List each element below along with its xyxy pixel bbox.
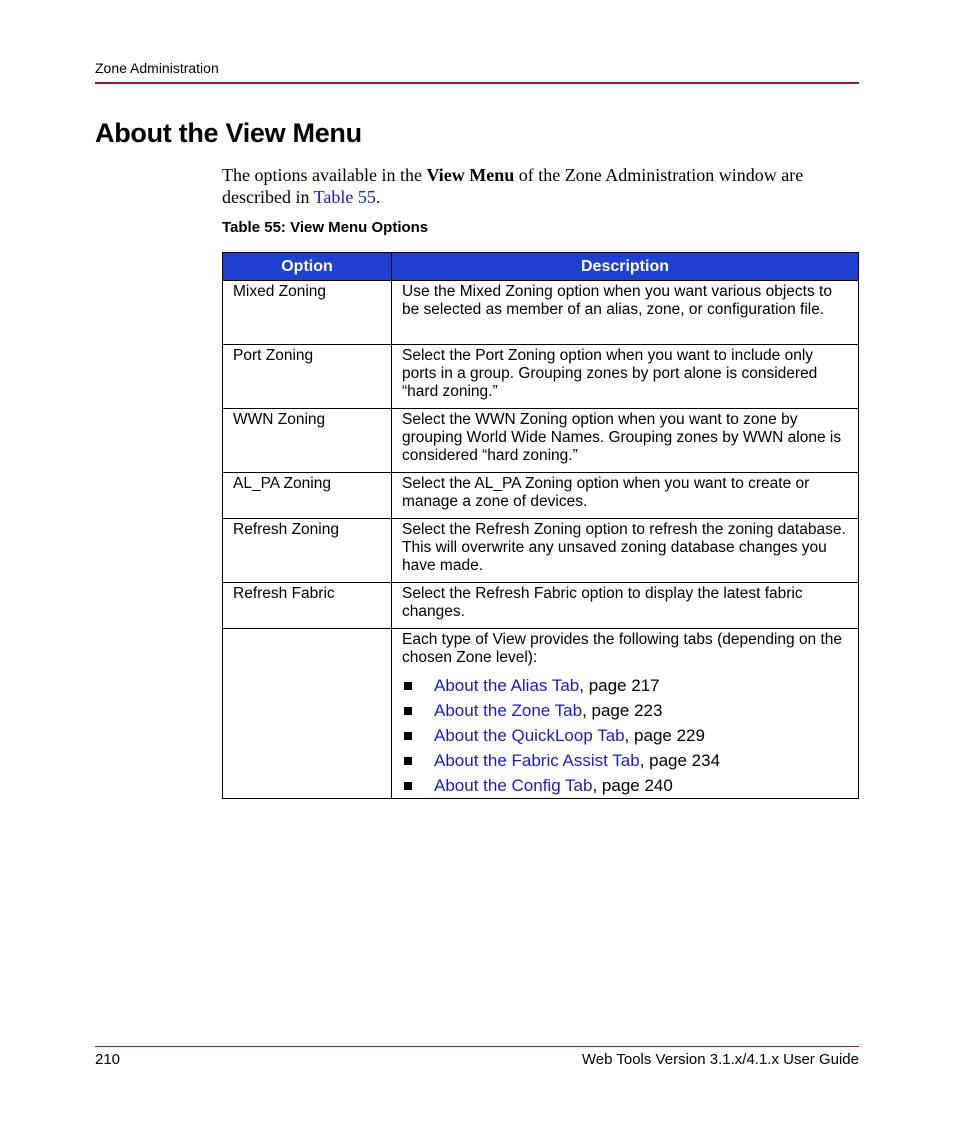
option-cell: Port Zoning bbox=[223, 345, 392, 409]
option-cell: WWN Zoning bbox=[223, 409, 392, 473]
page-reference: , page 234 bbox=[639, 751, 721, 770]
list-item bbox=[402, 748, 848, 773]
list-item bbox=[402, 773, 848, 798]
description-cell: Select the Refresh Zoning option to refresh the zoning database. This will overwrite any unsaved zoning database changes you have made. bbox=[392, 519, 859, 583]
page-reference: , page 217 bbox=[579, 676, 660, 695]
table-caption: Table 55: View Menu Options bbox=[222, 219, 429, 236]
list-item bbox=[402, 723, 848, 748]
column-header-description: Description bbox=[392, 253, 859, 281]
intro-text-middle: of the Zone Administration window are described in bbox=[222, 165, 804, 207]
zone-tab-link[interactable]: About the Zone Tab bbox=[434, 701, 583, 720]
description-cell bbox=[392, 629, 859, 799]
description-cell: Select the WWN Zoning option when you want to zone by grouping World Wide Names. Grouping zones by WWN alone is considered “hard zoning.” bbox=[392, 409, 859, 473]
intro-bold: View Menu bbox=[426, 165, 515, 185]
running-header: Zone Administration bbox=[95, 60, 219, 76]
column-header-option: Option bbox=[223, 253, 392, 281]
page-number: 210 bbox=[95, 1051, 121, 1068]
table-row bbox=[223, 519, 859, 583]
intro-text-end: . bbox=[375, 187, 381, 207]
table-55-link[interactable]: Table 55 bbox=[313, 187, 376, 207]
table-header-row bbox=[223, 253, 859, 281]
option-cell: AL_PA Zoning bbox=[223, 473, 392, 519]
table-row bbox=[223, 345, 859, 409]
option-cell: Refresh Fabric bbox=[223, 583, 392, 629]
intro-text: The options available in the bbox=[222, 165, 427, 185]
guide-title: Web Tools Version 3.1.x/4.1.x User Guide bbox=[581, 1051, 859, 1068]
config-tab-link[interactable]: About the Config Tab bbox=[434, 776, 593, 795]
table-row bbox=[223, 473, 859, 519]
page-reference: , page 229 bbox=[624, 726, 705, 745]
fabric-assist-tab-link[interactable]: About the Fabric Assist Tab bbox=[434, 751, 640, 770]
description-cell: Select the AL_PA Zoning option when you want to create or manage a zone of devices. bbox=[392, 473, 859, 519]
page-title: About the View Menu bbox=[95, 118, 362, 148]
table-row bbox=[223, 629, 859, 799]
table-row bbox=[223, 583, 859, 629]
page-reference: , page 223 bbox=[582, 701, 663, 720]
footer-rule bbox=[95, 1046, 859, 1047]
table-row bbox=[223, 409, 859, 473]
quickloop-tab-link[interactable]: About the QuickLoop Tab bbox=[434, 726, 625, 745]
option-cell: Mixed Zoning bbox=[223, 281, 392, 345]
view-menu-options-table bbox=[222, 252, 859, 799]
tabs-list bbox=[402, 673, 848, 798]
description-cell: Select the Port Zoning option when you want to include only ports in a group. Grouping zones by port alone is considered “hard zoning.” bbox=[392, 345, 859, 409]
page-reference: , page 240 bbox=[592, 776, 673, 795]
option-cell bbox=[223, 629, 392, 799]
alias-tab-link[interactable]: About the Alias Tab bbox=[434, 676, 580, 695]
table-row bbox=[223, 281, 859, 345]
description-cell: Select the Refresh Fabric option to display the latest fabric changes. bbox=[392, 583, 859, 629]
tabs-intro-text: Each type of View provides the following tabs (depending on the chosen Zone level): bbox=[402, 631, 843, 666]
description-cell: Use the Mixed Zoning option when you want various objects to be selected as member of an alias, zone, or configuration file. bbox=[392, 281, 859, 345]
list-item bbox=[402, 698, 848, 723]
intro-paragraph bbox=[222, 164, 862, 208]
option-cell: Refresh Zoning bbox=[223, 519, 392, 583]
header-rule bbox=[95, 82, 859, 84]
list-item bbox=[402, 673, 848, 698]
